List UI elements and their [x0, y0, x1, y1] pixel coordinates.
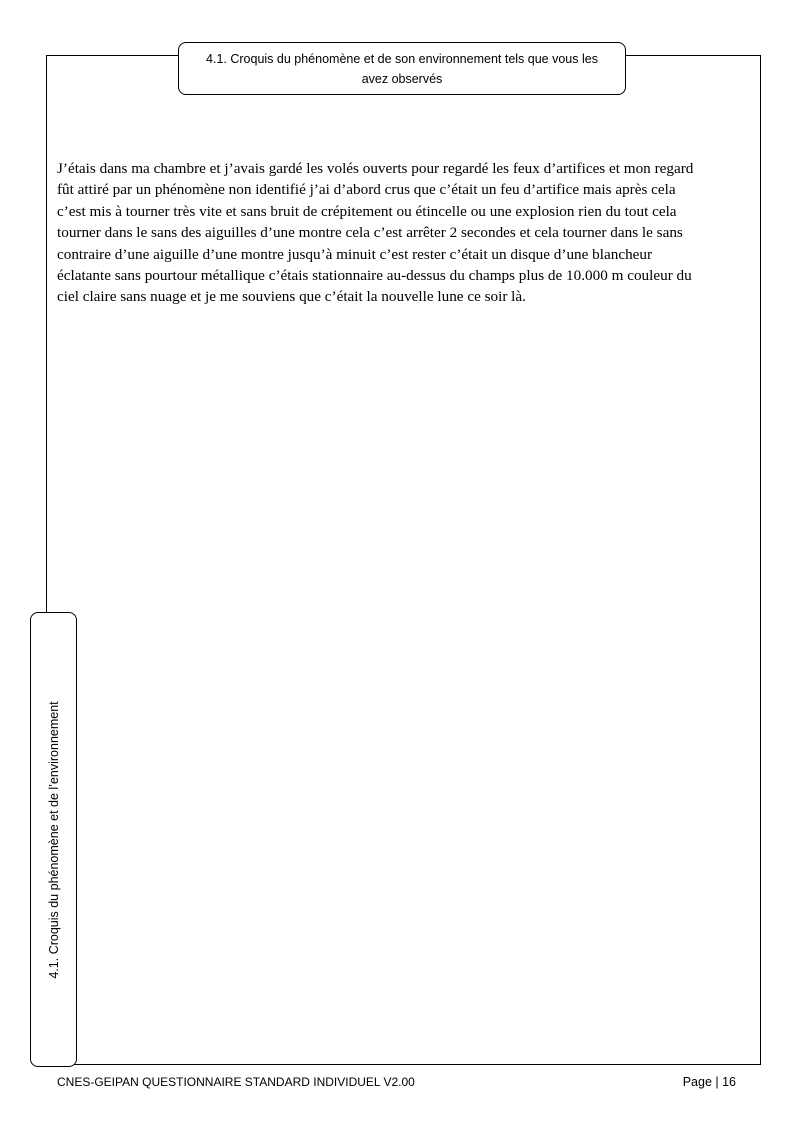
side-section-label: 4.1. Croquis du phénomène et de l’environnement: [46, 700, 61, 979]
side-section-tab: [30, 612, 77, 1067]
section-title-line1: 4.1. Croquis du phénomène et de son environnement tels que vous les: [206, 52, 598, 66]
witness-description: J’étais dans ma chambre et j’avais gardé les volés ouverts pour regardé les feux d’artifices et mon regard fût attiré par un phénomène non identifié j’ai d’abord crus que c’était un feu d’artifice mais après cela c’est mis à tourner très vite et sans bruit de crépitement ou étincelle ou une explosion rien du tout cela tourner dans le sans des aiguilles d’une montre cela c’est arrêter 2 secondes et cela tourner dans le sans contraire d’une aiguille d’une montre jusqu’à minuit c’est rester c’était un disque d’une blancheur éclatante sans pourtour métallique c’étais stationnaire au-dessus du champs plus de 10.000 m couleur du ciel claire sans nuage et je me souviens que c’était la nouvelle lune ce soir là.: [57, 160, 694, 306]
section-title-line2: avez observés: [361, 72, 443, 86]
footer-document-id: CNES-GEIPAN QUESTIONNAIRE STANDARD INDIVIDUEL V2.00: [57, 1075, 415, 1089]
section-header-tab: [178, 42, 626, 95]
footer-page-number: Page | 16: [682, 1075, 736, 1089]
